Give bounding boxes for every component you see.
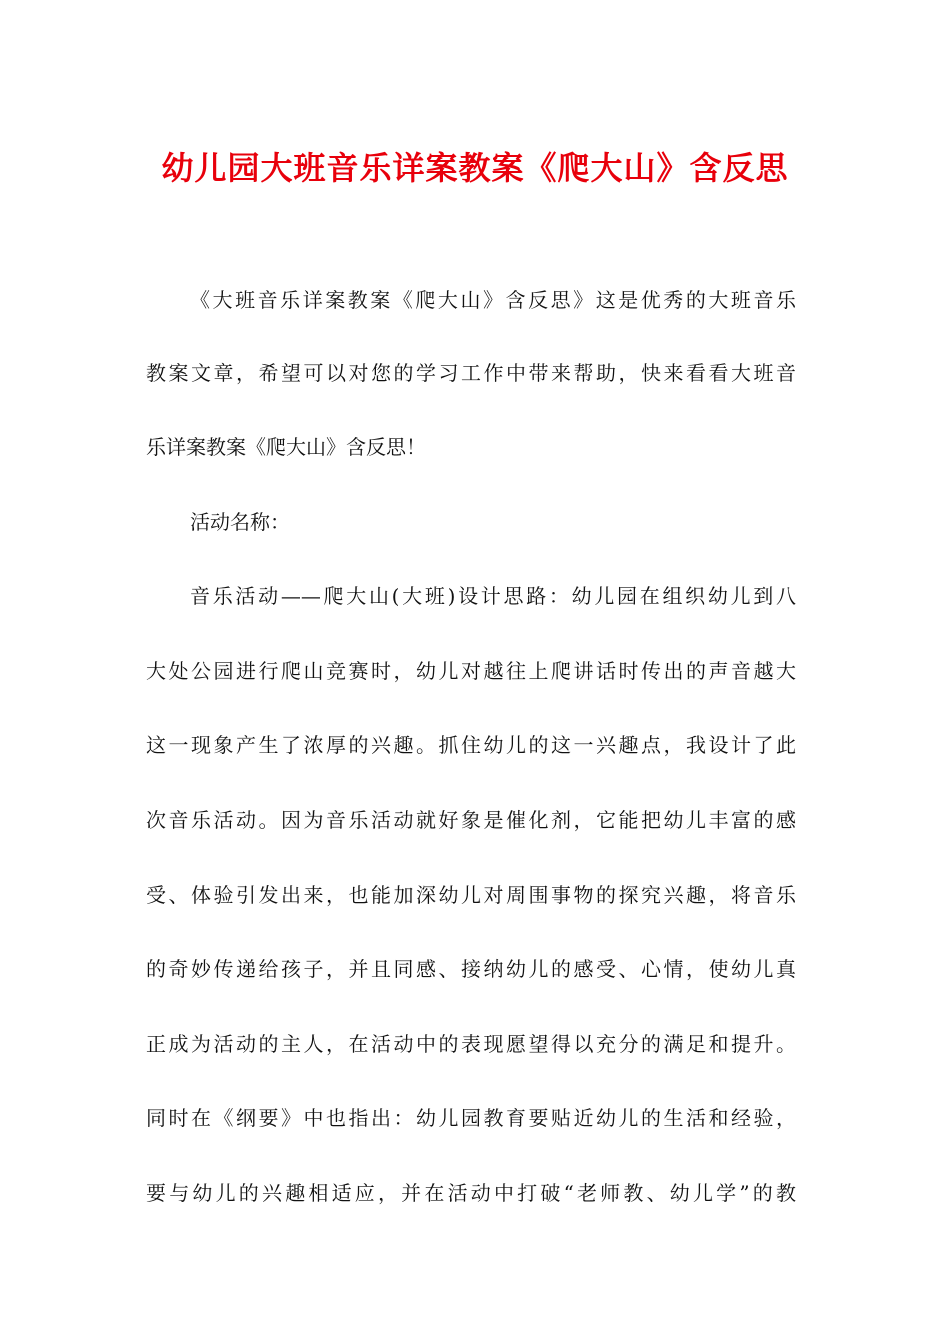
- paragraph-line: 教案文章，希望可以对您的学习工作中带来帮助，快来看看大班音: [146, 361, 796, 385]
- paragraph-line: 《大班音乐详案教案《爬大山》含反思》这是优秀的大班音乐: [190, 288, 796, 312]
- paragraph-line: 活动名称：: [190, 510, 290, 534]
- paragraph-line: 次音乐活动。因为音乐活动就好象是催化剂，它能把幼儿丰富的感: [146, 808, 796, 832]
- paragraph-line: 要与幼儿的兴趣相适应，并在活动中打破“老师教、幼儿学”的教: [146, 1181, 796, 1205]
- paragraph-line: 受、体验引发出来，也能加深幼儿对周围事物的探究兴趣，将音乐: [146, 883, 796, 907]
- paragraph-line: 正成为活动的主人，在活动中的表现愿望得以充分的满足和提升。: [146, 1032, 796, 1056]
- document-title: 幼儿园大班音乐详案教案《爬大山》含反思: [161, 149, 789, 187]
- paragraph-line: 这一现象产生了浓厚的兴趣。抓住幼儿的这一兴趣点，我设计了此: [146, 733, 796, 757]
- paragraph-line: 大处公园进行爬山竞赛时，幼儿对越往上爬讲话时传出的声音越大: [146, 659, 796, 683]
- paragraph-line: 音乐活动——爬大山(大班)设计思路：幼儿园在组织幼儿到八: [190, 584, 796, 608]
- paragraph-line: 同时在《纲要》中也指出：幼儿园教育要贴近幼儿的生活和经验，: [146, 1106, 796, 1130]
- paragraph-line: 的奇妙传递给孩子，并且同感、接纳幼儿的感受、心情，使幼儿真: [146, 957, 796, 981]
- paragraph-line: 乐详案教案《爬大山》含反思！: [146, 435, 426, 459]
